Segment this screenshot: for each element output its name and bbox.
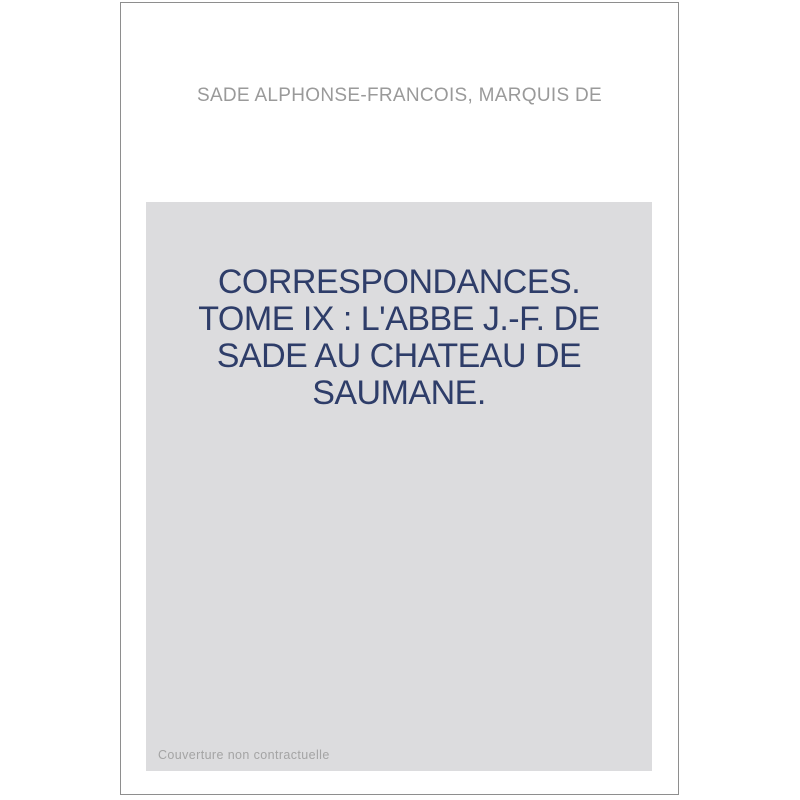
title-panel	[146, 202, 652, 771]
book-title	[146, 202, 652, 412]
title-line: TOME IX : L'ABBE J.-F. DE	[198, 300, 600, 338]
book-cover-page	[120, 2, 679, 795]
title-line: SAUMANE.	[312, 374, 486, 412]
title-line: SADE AU CHATEAU DE	[216, 337, 582, 375]
author-name: SADE ALPHONSE-FRANCOIS, MARQUIS DE	[196, 85, 603, 106]
cover-disclaimer: Couverture non contractuelle	[158, 748, 330, 762]
title-line: CORRESPONDANCES.	[217, 263, 581, 301]
